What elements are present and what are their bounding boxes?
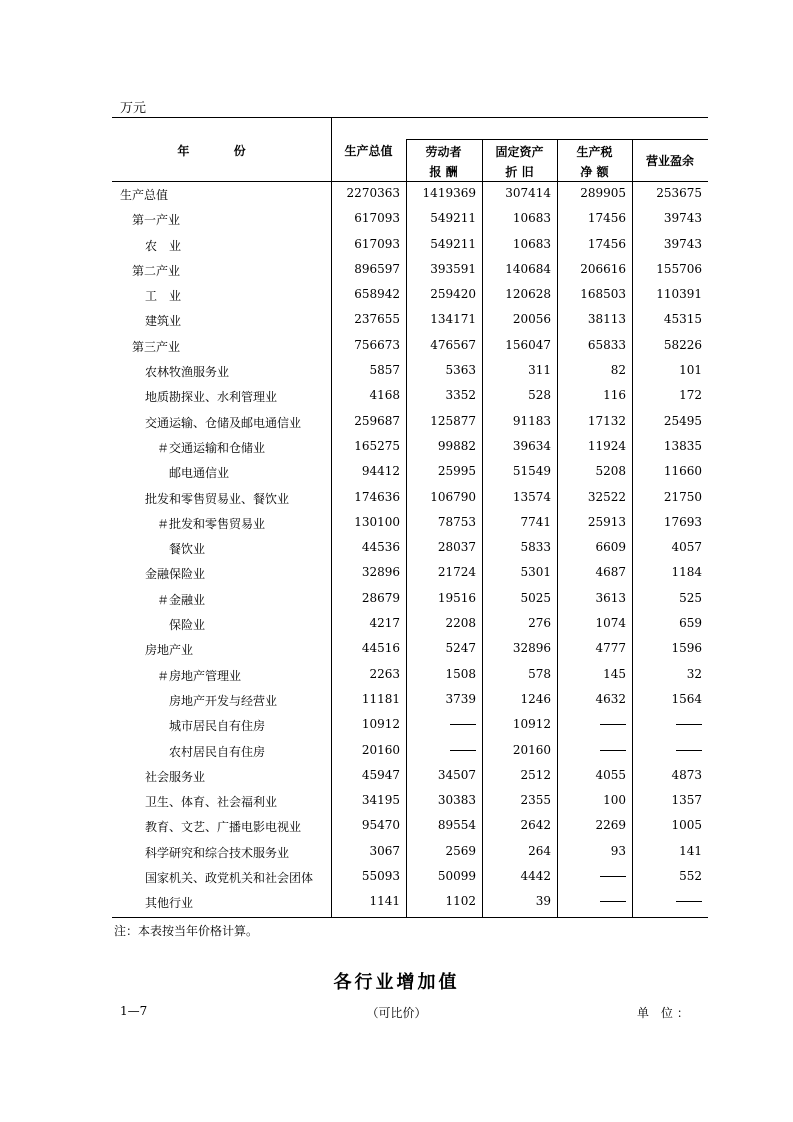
cell-value: 525 [679,590,702,605]
cell-value: 110391 [656,287,702,302]
cell-value: 51549 [512,464,551,479]
cell-value: 155706 [656,261,702,276]
header-gross-output: 生产总值 [344,144,393,158]
cell-value: 116 [603,388,626,403]
cell-value: 58226 [663,337,702,352]
cell-value: 95470 [361,818,400,833]
row-label: 城市居民自有住房 [169,719,266,734]
cell-value: 20160 [361,742,400,757]
table-row [112,384,708,409]
header-operating-surplus: 营业盈余 [645,154,694,168]
dash-mark [676,750,702,751]
row-label: 国家机关、政党机关和社会团体 [145,871,314,886]
table-row [112,233,708,258]
table-row [112,713,708,738]
cell-value: 4777 [595,641,626,656]
cell-value: 5833 [520,540,551,555]
cell-value: 4217 [369,616,400,631]
cell-value: 17132 [587,413,626,428]
table-row [112,561,708,586]
empty-dash [557,717,626,731]
table-row [112,207,708,232]
row-label: 餐饮业 [169,542,206,557]
header-labor-compensation [406,142,481,182]
row-label: 交通运输、仓储及邮电通信业 [145,415,302,430]
header-depreciation [482,142,557,182]
cell-value: 32522 [587,489,626,504]
row-label: ＃房地产管理业 [157,668,242,683]
next-table-unit: 单 位： [637,1006,693,1020]
cell-value: 101 [679,363,702,378]
dash-mark [600,750,626,751]
cell-value: 21750 [663,489,702,504]
row-label: ＃金融业 [157,592,206,607]
cell-value: 25495 [663,413,702,428]
header-labor-line2: 报 酬 [429,165,458,179]
row-label: 其他行业 [145,896,194,911]
cell-value: 2355 [520,793,551,808]
row-label: 保险业 [169,618,206,633]
table-row [112,890,708,915]
empty-dash [557,869,626,883]
cell-value: 756673 [354,337,400,352]
cell-value: 172 [679,388,702,403]
row-label: ＃批发和零售贸易业 [157,516,266,531]
table-row [112,308,708,333]
cell-value: 39 [535,894,551,909]
cell-value: 896597 [354,261,400,276]
cell-value: 10912 [512,717,551,732]
cell-value: 2208 [445,616,476,631]
cell-value: 93 [610,843,626,858]
cell-value: 549211 [430,211,476,226]
cell-value: 78753 [437,514,476,529]
cell-value: 39743 [663,236,702,251]
table-row [112,840,708,865]
cell-value: 39634 [512,438,551,453]
header-depreciation-line2: 折 旧 [505,165,534,179]
row-label: 卫生、体育、社会福利业 [145,795,278,810]
cell-value: 1564 [671,691,702,706]
row-label: 农村居民自有住房 [169,744,266,759]
table-row [112,536,708,561]
row-label: 生产总值 [120,188,169,202]
cell-value: 10683 [512,211,551,226]
cell-value: 38113 [587,312,626,327]
cell-value: 5247 [445,641,476,656]
cell-value: 4873 [671,767,702,782]
cell-value: 311 [528,363,551,378]
cell-value: 5857 [369,363,400,378]
row-label: 教育、文艺、广播电影电视业 [145,820,302,835]
table-body [112,182,708,916]
cell-value: 578 [528,666,551,681]
next-table-subtitle: （可比价） [366,1006,427,1020]
table-row [112,739,708,764]
cell-value: 617093 [354,236,400,251]
empty-dash [632,743,702,757]
row-label: 农林牧渔服务业 [145,365,230,380]
row-label: 建筑业 [145,314,182,329]
table-row [112,865,708,890]
next-table-code: 1—7 [120,1004,148,1018]
cell-value: 44536 [361,540,400,555]
table-row [112,612,708,637]
cell-value: 2512 [520,767,551,782]
dash-mark [600,724,626,725]
cell-value: 259420 [430,287,476,302]
cell-value: 4632 [595,691,626,706]
cell-value: 45315 [663,312,702,327]
cell-value: 125877 [430,413,476,428]
cell-value: 5363 [445,363,476,378]
table-row [112,359,708,384]
cell-value: 4055 [595,767,626,782]
table-note: 注：本表按当年价格计算。 [114,924,259,938]
next-table-title: 各行业增加值 [333,972,460,993]
cell-value: 5301 [520,565,551,580]
cell-value: 659 [679,616,702,631]
cell-value: 25913 [587,514,626,529]
cell-value: 32 [686,666,702,681]
cell-value: 28037 [437,540,476,555]
table-row [112,814,708,839]
cell-value: 4687 [595,565,626,580]
table-row [112,334,708,359]
cell-value: 549211 [430,236,476,251]
cell-value: 39743 [663,211,702,226]
empty-dash [557,743,626,757]
cell-value: 237655 [354,312,400,327]
cell-value: 1508 [445,666,476,681]
cell-value: 3613 [595,590,626,605]
cell-value: 141 [679,843,702,858]
cell-value: 34507 [437,767,476,782]
cell-value: 1141 [369,894,400,909]
table-row [112,283,708,308]
cell-value: 13835 [663,438,702,453]
cell-value: 94412 [361,464,400,479]
table-row [112,258,708,283]
row-label: 房地产业 [145,643,194,658]
dash-mark [600,901,626,902]
cell-value: 307414 [505,186,551,200]
row-label: ＃交通运输和仓储业 [157,440,266,455]
header-year: 年 份 [177,144,266,158]
cell-value: 65833 [587,337,626,352]
row-label: 第三产业 [132,339,181,354]
header-tax-line1: 生产税 [576,145,613,159]
cell-value: 99882 [437,438,476,453]
empty-dash [632,894,702,908]
table-row [112,637,708,662]
table-row [112,688,708,713]
header-depreciation-line1: 固定资产 [495,145,544,159]
cell-value: 50099 [437,869,476,884]
empty-dash [406,717,476,731]
cell-value: 134171 [430,312,476,327]
dash-mark [450,750,476,751]
cell-value: 552 [679,869,702,884]
row-label: 农 业 [145,238,182,253]
cell-value: 206616 [580,261,626,276]
unit-label: 万元 [120,101,147,116]
cell-value: 25995 [437,464,476,479]
cell-value: 45947 [361,767,400,782]
cell-value: 393591 [430,261,476,276]
row-label: 房地产开发与经营业 [169,693,278,708]
cell-value: 44516 [361,641,400,656]
row-label: 邮电通信业 [169,466,230,481]
table-bottom-rule [112,917,708,918]
cell-value: 259687 [354,413,400,428]
empty-dash [406,743,476,757]
cell-value: 289905 [580,186,626,200]
row-label: 社会服务业 [145,769,206,784]
cell-value: 3739 [445,691,476,706]
cell-value: 10912 [361,717,400,732]
cell-value: 253675 [656,186,702,200]
cell-value: 4057 [671,540,702,555]
cell-value: 145 [603,666,626,681]
empty-dash [632,717,702,731]
cell-value: 11181 [361,691,400,706]
cell-value: 1357 [671,793,702,808]
cell-value: 1246 [520,691,551,706]
cell-value: 1074 [595,616,626,631]
cell-value: 11660 [663,464,702,479]
row-label: 批发和零售贸易业、餐饮业 [145,491,290,506]
cell-value: 21724 [437,565,476,580]
cell-value: 20160 [512,742,551,757]
row-label: 科学研究和综合技术服务业 [145,845,290,860]
cell-value: 17456 [587,211,626,226]
cell-value: 1419369 [422,186,476,200]
cell-value: 91183 [512,413,551,428]
table-row [112,789,708,814]
cell-value: 476567 [430,337,476,352]
table-row [112,764,708,789]
cell-value: 17693 [663,514,702,529]
cell-value: 106790 [430,489,476,504]
cell-value: 13574 [512,489,551,504]
cell-value: 2263 [369,666,400,681]
cell-value: 32896 [512,641,551,656]
cell-value: 11924 [587,438,626,453]
cell-value: 2569 [445,843,476,858]
header-net-production-tax [557,142,632,182]
cell-value: 32896 [361,565,400,580]
table-row [112,410,708,435]
table-row [112,460,708,485]
cell-value: 156047 [505,337,551,352]
cell-value: 1005 [671,818,702,833]
dash-mark [676,901,702,902]
table-row [112,663,708,688]
cell-value: 168503 [580,287,626,302]
cell-value: 5025 [520,590,551,605]
cell-value: 528 [528,388,551,403]
cell-value: 276 [528,616,551,631]
cell-value: 55093 [361,869,400,884]
header-tax-line2: 净 额 [580,165,609,179]
cell-value: 30383 [437,793,476,808]
cell-value: 264 [528,843,551,858]
row-label: 金融保险业 [145,567,206,582]
dash-mark [676,724,702,725]
cell-value: 7741 [520,514,551,529]
cell-value: 28679 [361,590,400,605]
cell-value: 89554 [437,818,476,833]
cell-value: 2270363 [346,186,400,200]
row-label: 第二产业 [132,263,181,278]
cell-value: 4442 [520,869,551,884]
cell-value: 19516 [437,590,476,605]
cell-value: 20056 [512,312,551,327]
cell-value: 3352 [445,388,476,403]
table-row [112,182,708,207]
table-top-rule [112,117,708,118]
cell-value: 120628 [505,287,551,302]
cell-value: 140684 [505,261,551,276]
row-label: 工 业 [145,289,182,304]
cell-value: 10683 [512,236,551,251]
cell-value: 34195 [361,793,400,808]
cell-value: 130100 [354,514,400,529]
table-row [112,511,708,536]
cell-value: 165275 [354,438,400,453]
cell-value: 1184 [671,565,702,580]
row-label: 第一产业 [132,213,181,228]
cell-value: 658942 [354,287,400,302]
cell-value: 617093 [354,211,400,226]
dash-mark [600,876,626,877]
cell-value: 4168 [369,388,400,403]
cell-value: 17456 [587,236,626,251]
table-row [112,587,708,612]
cell-value: 2269 [595,818,626,833]
cell-value: 100 [603,793,626,808]
cell-value: 3067 [369,843,400,858]
cell-value: 1102 [445,894,476,909]
cell-value: 6609 [595,540,626,555]
table-row [112,486,708,511]
dash-mark [450,724,476,725]
header-labor-line1: 劳动者 [425,145,462,159]
cell-value: 82 [610,363,626,378]
cell-value: 2642 [520,818,551,833]
cell-value: 5208 [595,464,626,479]
cell-value: 174636 [354,489,400,504]
table-row [112,435,708,460]
row-label: 地质勘探业、水利管理业 [145,390,278,405]
cell-value: 1596 [671,641,702,656]
empty-dash [557,894,626,908]
